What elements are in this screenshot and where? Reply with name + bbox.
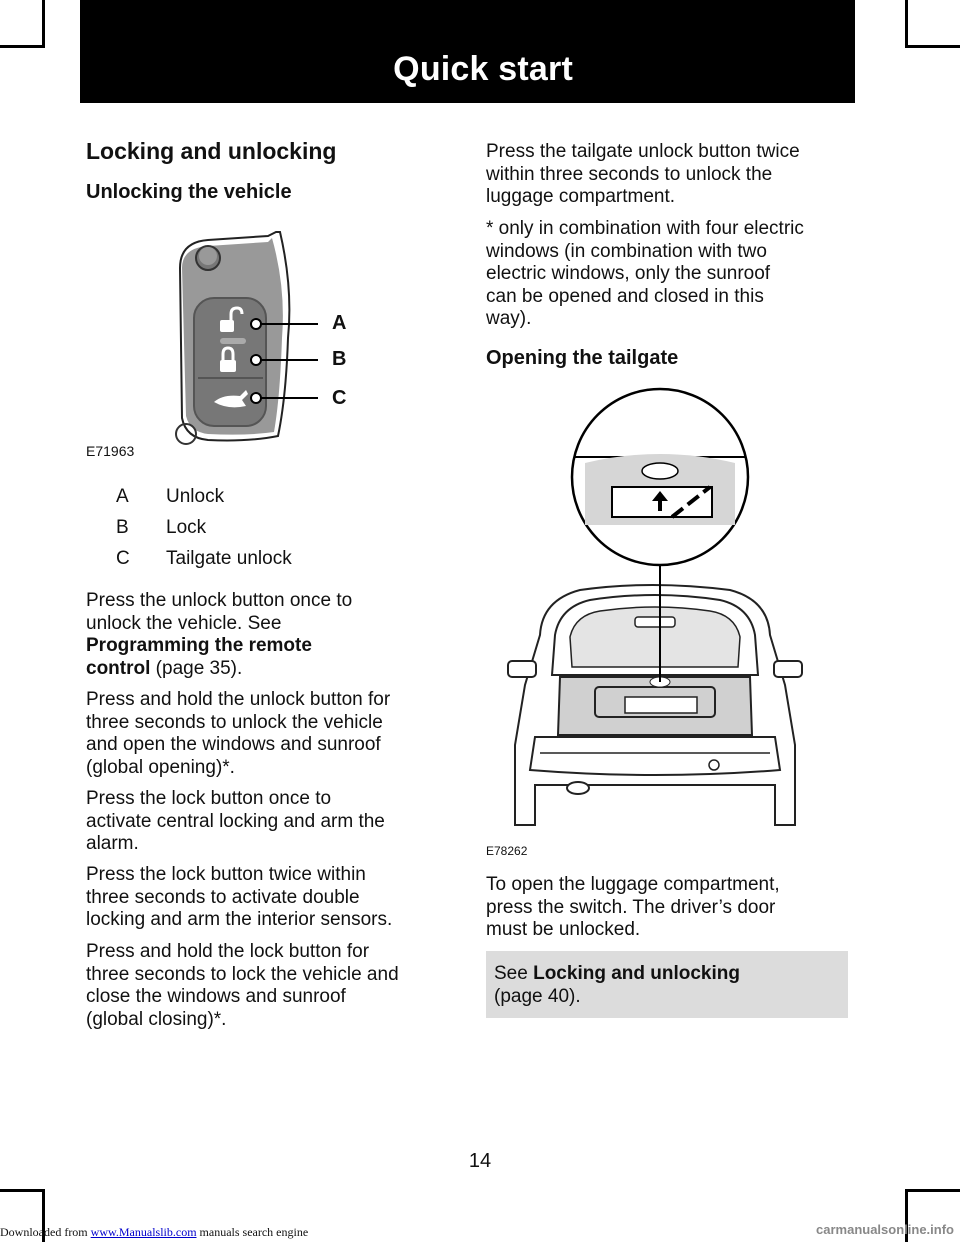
text-line: press the switch. The driver’s door bbox=[486, 896, 776, 918]
callout-label-b: B bbox=[332, 348, 347, 370]
subsection-heading: Opening the tailgate bbox=[486, 347, 679, 369]
paragraph bbox=[486, 874, 780, 942]
page-header bbox=[80, 0, 855, 103]
paragraph bbox=[486, 218, 804, 331]
legend-label: Unlock bbox=[166, 486, 225, 507]
text-line: * only in combination with four electric bbox=[486, 218, 804, 239]
watermark: carmanualsonline.info bbox=[816, 1222, 954, 1237]
text-line: (global closing)*. bbox=[86, 1008, 227, 1030]
crop-mark bbox=[905, 1189, 960, 1192]
text-line: Press the lock button twice within bbox=[86, 864, 366, 885]
legend-key: B bbox=[116, 517, 129, 538]
figure-id: E78262 bbox=[486, 844, 528, 858]
text-line: windows (in combination with two bbox=[486, 240, 767, 262]
text-line: luggage compartment. bbox=[486, 186, 676, 207]
text-line: electric windows, only the sunroof bbox=[486, 263, 771, 284]
text-line: To open the luggage compartment, bbox=[486, 874, 780, 895]
paragraph bbox=[486, 141, 800, 209]
remote-key-illustration bbox=[168, 228, 368, 448]
text-line: alarm. bbox=[86, 833, 139, 854]
text-line: and open the windows and sunroof bbox=[86, 734, 381, 755]
text-line: Press and hold the lock button for bbox=[86, 941, 370, 962]
crop-mark bbox=[905, 45, 960, 48]
cross-reference-link[interactable]: Programming the remote bbox=[86, 635, 312, 656]
note-box bbox=[486, 951, 848, 1018]
paragraph bbox=[86, 941, 399, 1031]
legend-key: A bbox=[116, 486, 129, 507]
callout-label-a: A bbox=[332, 312, 347, 334]
text-line: three seconds to unlock the vehicle bbox=[86, 711, 383, 733]
paragraph bbox=[86, 590, 352, 680]
section-heading: Locking and unlocking bbox=[86, 138, 337, 164]
text-line: way). bbox=[486, 308, 532, 329]
text-line: Press the unlock button once to bbox=[86, 590, 353, 611]
crop-mark bbox=[0, 1189, 45, 1192]
footer bbox=[0, 1225, 308, 1240]
page-reference: (page 35). bbox=[150, 657, 243, 679]
text-line: three seconds to lock the vehicle and bbox=[86, 963, 399, 985]
text-line: three seconds to activate double bbox=[86, 886, 360, 908]
text-line: Press and hold the unlock button for bbox=[86, 689, 391, 710]
text-line: Press the tailgate unlock button twice bbox=[486, 141, 800, 162]
cross-reference-link[interactable]: Locking and unlocking bbox=[533, 963, 740, 984]
legend-label: Lock bbox=[166, 517, 207, 538]
footer-prefix: Downloaded from bbox=[0, 1225, 91, 1239]
cross-reference-link[interactable]: control bbox=[86, 657, 151, 679]
callout-label-c: C bbox=[332, 387, 347, 409]
crop-mark bbox=[42, 0, 45, 48]
tailgate-illustration bbox=[500, 385, 810, 835]
text-line: within three seconds to unlock the bbox=[486, 163, 773, 185]
manualslib-link[interactable]: www.Manualslib.com bbox=[90, 1225, 197, 1239]
page-title: Quick start bbox=[393, 50, 573, 88]
text-line: can be opened and closed in this bbox=[486, 285, 764, 307]
paragraph bbox=[86, 689, 390, 779]
text-line: activate central locking and arm the bbox=[86, 810, 385, 832]
crop-mark bbox=[905, 0, 908, 48]
text-line: (global opening)*. bbox=[86, 756, 235, 778]
crop-mark bbox=[0, 45, 45, 48]
text-line: unlock the vehicle. See bbox=[86, 612, 282, 634]
legend-key: C bbox=[116, 548, 130, 569]
text-line: locking and arm the interior sensors. bbox=[86, 909, 393, 930]
figure-id: E71963 bbox=[86, 443, 135, 459]
page-number: 14 bbox=[468, 1150, 492, 1172]
paragraph bbox=[86, 864, 392, 932]
text-line: Press the lock button once to bbox=[86, 788, 332, 809]
text-line: close the windows and sunroof bbox=[86, 986, 346, 1007]
legend-label: Tailgate unlock bbox=[166, 548, 292, 569]
note-prefix: See bbox=[494, 963, 534, 984]
page-reference: (page 40). bbox=[494, 985, 581, 1007]
subsection-heading: Unlocking the vehicle bbox=[86, 181, 292, 203]
footer-suffix: manuals search engine bbox=[196, 1225, 309, 1239]
paragraph bbox=[86, 788, 385, 856]
text-line: must be unlocked. bbox=[486, 919, 641, 940]
